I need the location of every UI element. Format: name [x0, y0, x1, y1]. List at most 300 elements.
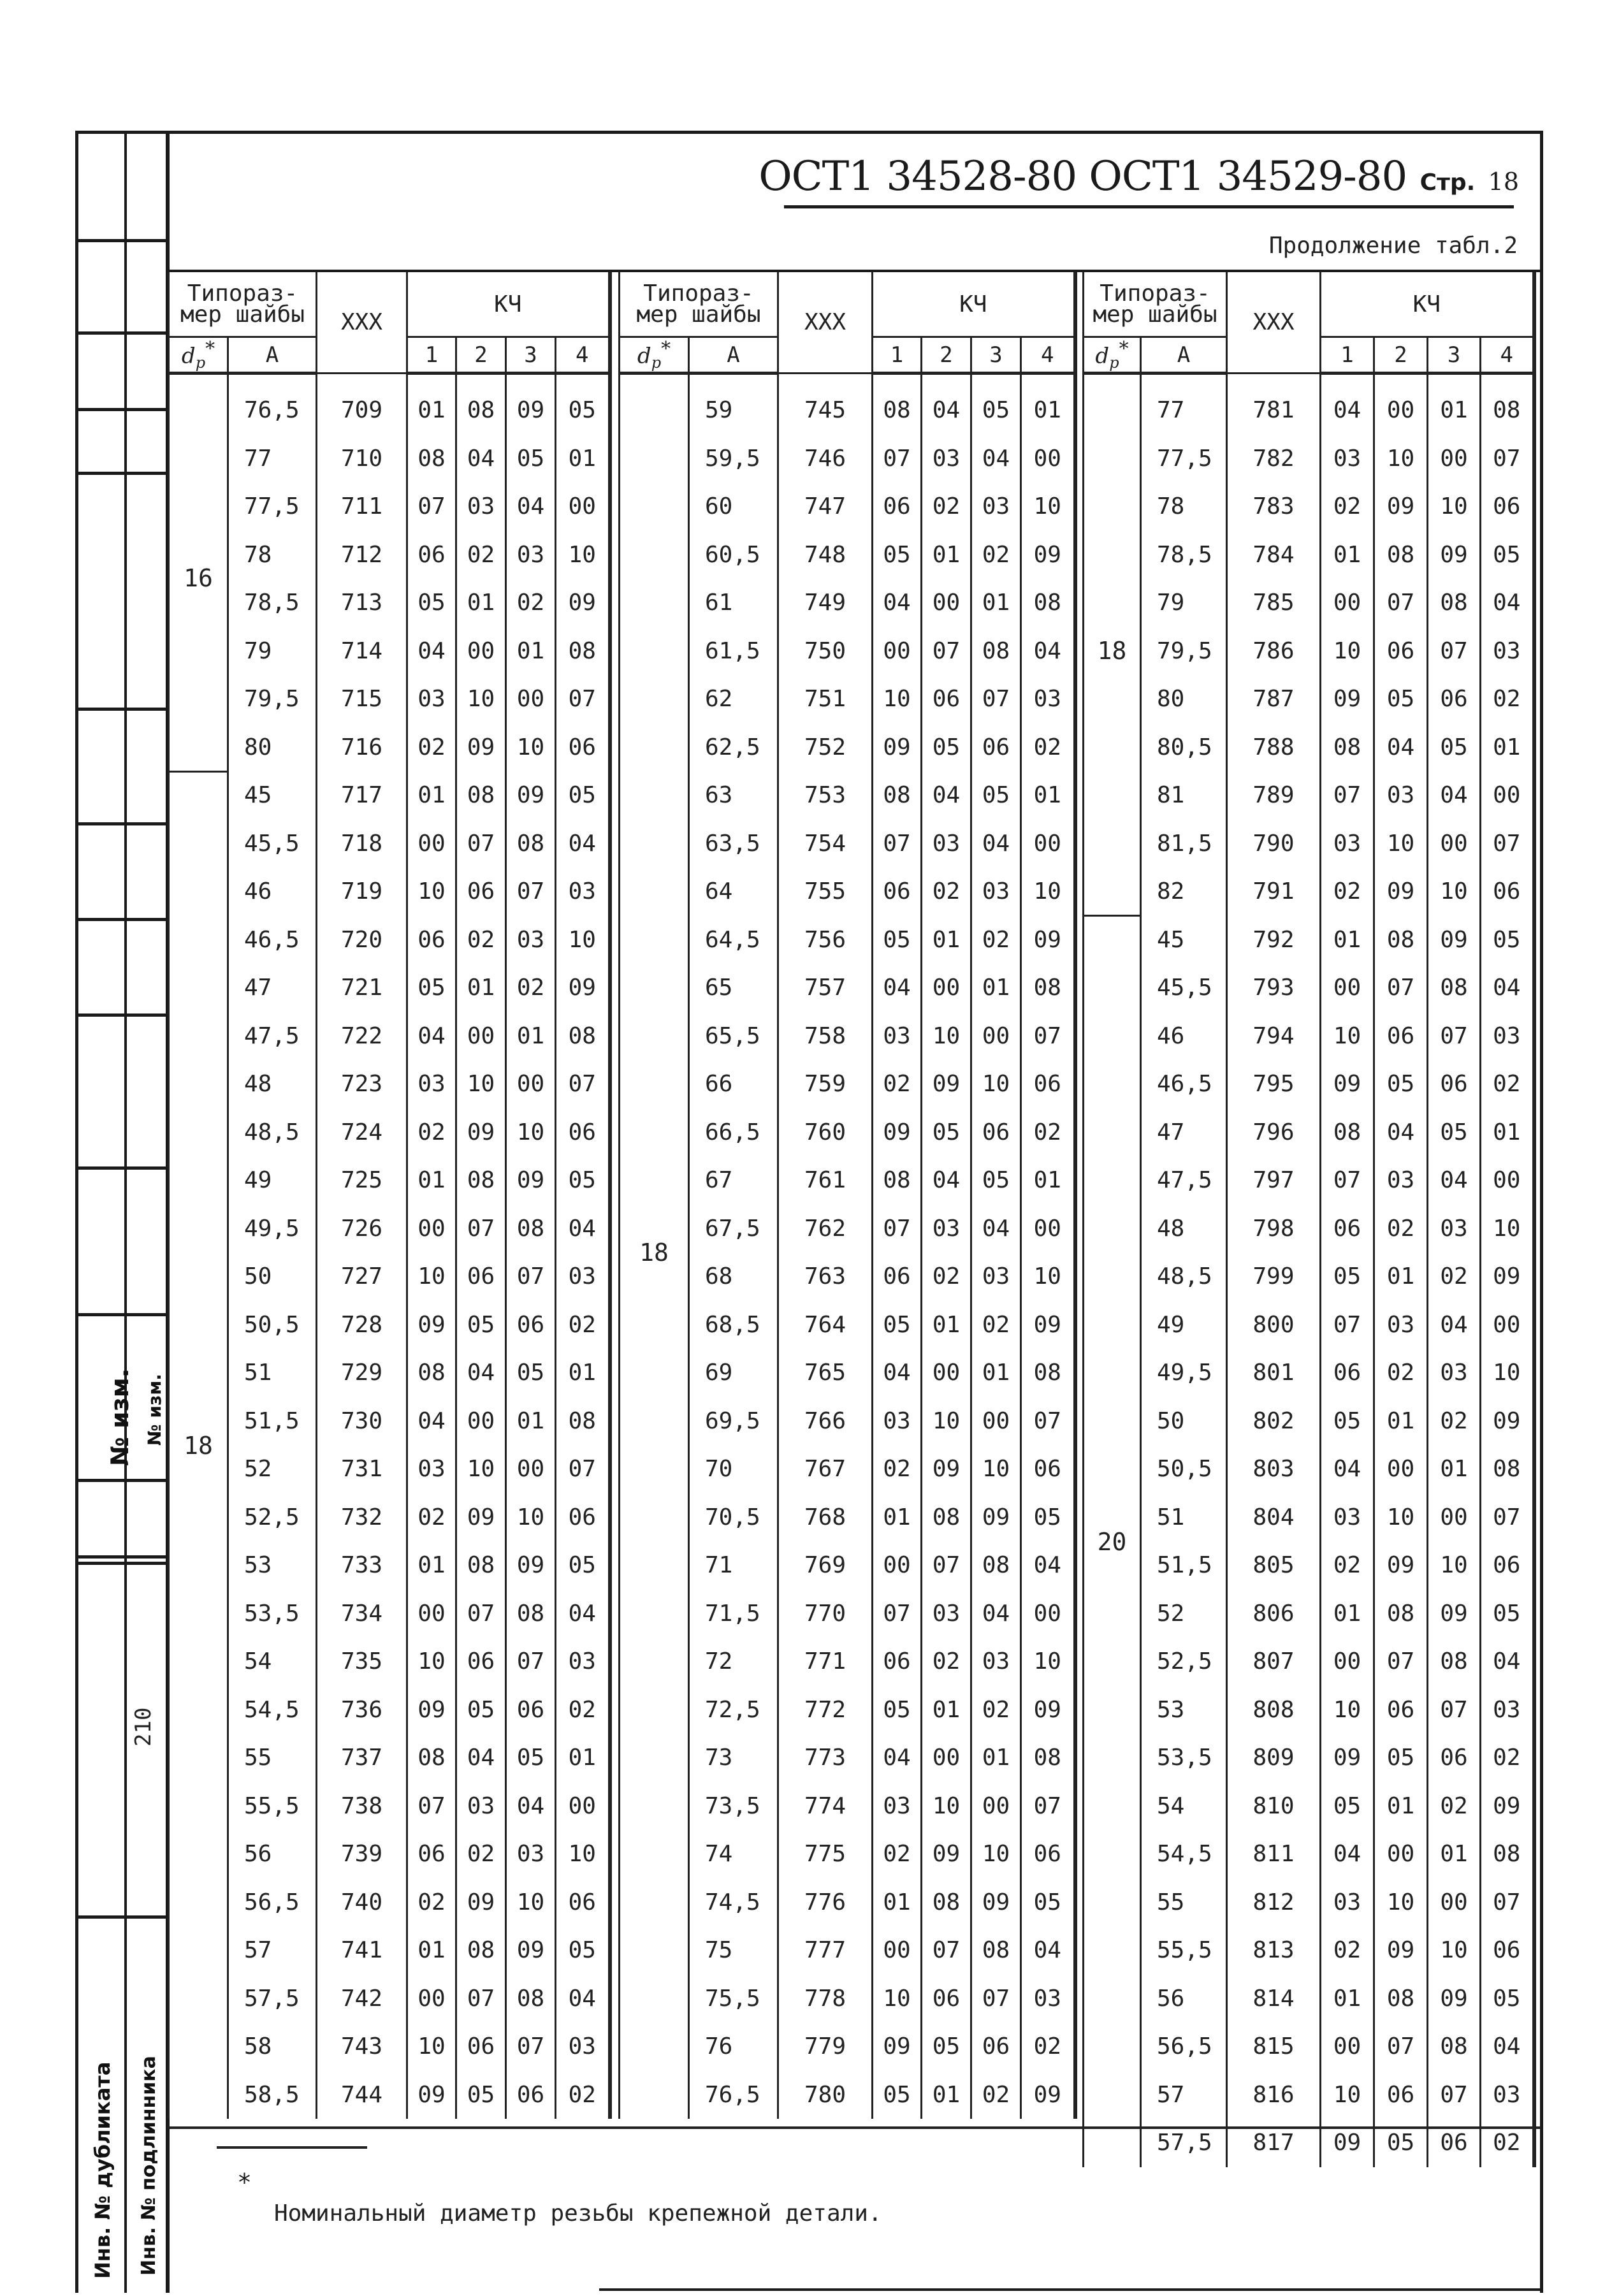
- cell-kch3: 02: [1428, 1397, 1481, 1446]
- cell-kch2: 05: [456, 1301, 506, 1349]
- size-group-cell: 18: [620, 374, 689, 2119]
- cell-kch4: 04: [1481, 964, 1534, 1012]
- cell-a: 57: [1141, 2071, 1227, 2119]
- cell-kch2: 01: [922, 531, 971, 579]
- cell-kch1: 03: [873, 1782, 922, 1831]
- cell-a: 53,5: [1141, 1734, 1227, 1782]
- cell-a: 52: [1141, 1590, 1227, 1638]
- cell-kch3: 04: [506, 483, 556, 531]
- cell-kch1: 02: [873, 1060, 922, 1108]
- cell-kch3: 02: [1428, 1253, 1481, 1301]
- cell-kch4: 00: [556, 483, 610, 531]
- cell-kch1: 10: [873, 1975, 922, 2023]
- cell-kch4: 09: [1481, 1782, 1534, 1831]
- cell-kch1: 08: [873, 1156, 922, 1205]
- cell-kch1: 01: [1321, 531, 1374, 579]
- cell-kch4: 05: [1481, 916, 1534, 964]
- cell-kch2: 02: [922, 1638, 971, 1686]
- cell-kch1: 03: [407, 1060, 456, 1108]
- cell-xxx: 745: [778, 374, 873, 435]
- cell-kch4: 01: [556, 1734, 610, 1782]
- cell-kch1: 00: [873, 1541, 922, 1590]
- cell-xxx: 757: [778, 964, 873, 1012]
- cell-xxx: 779: [778, 2023, 873, 2071]
- cell-kch1: 04: [873, 1734, 922, 1782]
- cell-kch1: 02: [1321, 1926, 1374, 1975]
- cell-xxx: 807: [1227, 1638, 1321, 1686]
- cell-kch4: 05: [1481, 1975, 1534, 2023]
- table-row: [169, 1445, 610, 1493]
- cell-xxx: 771: [778, 1638, 873, 1686]
- cell-xxx: 796: [1227, 1108, 1321, 1157]
- cell-kch1: 03: [1321, 435, 1374, 483]
- cell-kch1: 01: [873, 1493, 922, 1542]
- cell-kch1: 00: [873, 627, 922, 676]
- header-size-line1: Типораз-: [1100, 280, 1210, 307]
- cell-kch4: 10: [1021, 1253, 1075, 1301]
- cell-kch4: 05: [1481, 1590, 1534, 1638]
- cell-kch4: 07: [1021, 1012, 1075, 1061]
- cell-xxx: 736: [317, 1686, 407, 1734]
- cell-kch4: 02: [1021, 2023, 1075, 2071]
- cell-kch2: 01: [1374, 1782, 1428, 1831]
- cell-kch2: 05: [922, 723, 971, 772]
- cell-kch4: 04: [556, 820, 610, 868]
- cell-kch3: 09: [1428, 531, 1481, 579]
- cell-kch4: 03: [1481, 627, 1534, 676]
- cell-kch3: 05: [506, 1734, 556, 1782]
- cell-kch2: 02: [456, 531, 506, 579]
- cell-kch2: 06: [456, 2023, 506, 2071]
- cell-kch3: 09: [1428, 916, 1481, 964]
- cell-a: 46,5: [228, 916, 317, 964]
- table-row: [169, 483, 610, 531]
- cell-kch2: 10: [1374, 435, 1428, 483]
- cell-kch1: 02: [407, 723, 456, 772]
- cell-kch4: 10: [556, 1830, 610, 1878]
- cell-a: 45: [1141, 916, 1227, 964]
- cell-kch4: 02: [556, 2071, 610, 2119]
- cell-xxx: 806: [1227, 1590, 1321, 1638]
- cell-kch2: 08: [456, 1926, 506, 1975]
- cell-kch3: 02: [971, 2071, 1021, 2119]
- header-xxx: XXX: [778, 272, 873, 374]
- cell-kch1: 01: [1321, 1590, 1374, 1638]
- frame-top-border: [75, 131, 1543, 134]
- table-row: [1084, 1060, 1534, 1108]
- cell-kch1: 09: [873, 1108, 922, 1157]
- cell-a: 57: [228, 1926, 317, 1975]
- cell-kch2: 01: [456, 579, 506, 627]
- cell-a: 61,5: [689, 627, 778, 676]
- table-row: [1084, 1975, 1534, 2023]
- side-number: 210: [131, 1707, 156, 1747]
- cell-xxx: 767: [778, 1445, 873, 1493]
- cell-kch1: 05: [873, 531, 922, 579]
- cell-kch1: 06: [873, 483, 922, 531]
- cell-xxx: 728: [317, 1301, 407, 1349]
- cell-kch1: 06: [407, 531, 456, 579]
- cell-kch1: 05: [873, 1301, 922, 1349]
- header-a: A: [228, 337, 317, 374]
- cell-xxx: 740: [317, 1878, 407, 1927]
- cell-kch2: 07: [922, 627, 971, 676]
- cell-kch2: 10: [456, 1445, 506, 1493]
- cell-kch3: 08: [1428, 964, 1481, 1012]
- cell-xxx: 731: [317, 1445, 407, 1493]
- header-kch-1: 1: [1321, 337, 1374, 374]
- size-group-cell: 18: [1084, 374, 1141, 916]
- cell-a: 60,5: [689, 531, 778, 579]
- cell-kch3: 03: [971, 1253, 1021, 1301]
- cell-a: 56: [1141, 1975, 1227, 2023]
- cell-kch2: 05: [1374, 1060, 1428, 1108]
- cell-kch2: 00: [922, 579, 971, 627]
- cell-a: 72: [689, 1638, 778, 1686]
- cell-kch2: 03: [922, 1590, 971, 1638]
- table-row: [169, 1975, 610, 2023]
- cell-a: 59,5: [689, 435, 778, 483]
- cell-xxx: 799: [1227, 1253, 1321, 1301]
- cell-kch3: 04: [971, 1590, 1021, 1638]
- cell-kch1: 02: [873, 1445, 922, 1493]
- cell-a: 80: [228, 723, 317, 772]
- cell-kch4: 06: [1481, 1541, 1534, 1590]
- cell-xxx: 739: [317, 1830, 407, 1878]
- table-row: [1084, 964, 1534, 1012]
- cell-xxx: 760: [778, 1108, 873, 1157]
- cell-a: 54,5: [228, 1686, 317, 1734]
- cell-kch1: 06: [1321, 1349, 1374, 1397]
- cell-kch4: 10: [1021, 1638, 1075, 1686]
- cell-a: 79: [1141, 579, 1227, 627]
- cell-kch3: 08: [1428, 2023, 1481, 2071]
- cell-kch2: 09: [1374, 868, 1428, 916]
- cell-kch4: 04: [1481, 2023, 1534, 2071]
- cell-kch2: 04: [922, 374, 971, 435]
- cell-kch2: 00: [456, 1397, 506, 1446]
- cell-kch1: 00: [1321, 2023, 1374, 2071]
- cell-kch4: 10: [556, 916, 610, 964]
- data-table-block-3: [1082, 272, 1536, 2167]
- cell-kch3: 00: [506, 1060, 556, 1108]
- header-kch-4: 4: [1481, 337, 1534, 374]
- cell-kch4: 03: [556, 1638, 610, 1686]
- cell-kch2: 05: [456, 1686, 506, 1734]
- cell-kch1: 07: [1321, 771, 1374, 820]
- cell-a: 53: [1141, 1686, 1227, 1734]
- cell-a: 64: [689, 868, 778, 916]
- cell-xxx: 802: [1227, 1397, 1321, 1446]
- cell-kch1: 05: [407, 964, 456, 1012]
- cell-kch2: 06: [1374, 1686, 1428, 1734]
- cell-kch3: 01: [971, 964, 1021, 1012]
- cell-a: 52,5: [228, 1493, 317, 1542]
- cell-xxx: 815: [1227, 2023, 1321, 2071]
- cell-a: 72,5: [689, 1686, 778, 1734]
- size-group-cell: 20: [1084, 916, 1141, 2167]
- cell-kch2: 08: [456, 771, 506, 820]
- table-row: [1084, 2023, 1534, 2071]
- cell-kch4: 08: [556, 1012, 610, 1061]
- cell-kch2: 04: [922, 1156, 971, 1205]
- table-row: [169, 1830, 610, 1878]
- cell-kch4: 03: [1021, 675, 1075, 723]
- cell-kch2: 10: [1374, 820, 1428, 868]
- cell-kch2: 00: [922, 1734, 971, 1782]
- table-row: [169, 531, 610, 579]
- cell-kch2: 09: [456, 1878, 506, 1927]
- header-dp-subscript: p: [195, 354, 206, 372]
- table-row: [169, 627, 610, 676]
- cell-xxx: 723: [317, 1060, 407, 1108]
- cell-kch4: 00: [1021, 435, 1075, 483]
- cell-kch1: 05: [873, 916, 922, 964]
- cell-xxx: 811: [1227, 1830, 1321, 1878]
- cell-kch4: 08: [1021, 1349, 1075, 1397]
- cell-kch4: 07: [1021, 1782, 1075, 1831]
- side-stamp-divider: [76, 239, 167, 242]
- table-row: [1084, 771, 1534, 820]
- cell-a: 79,5: [228, 675, 317, 723]
- cell-kch2: 00: [1374, 1445, 1428, 1493]
- cell-kch1: 06: [873, 1638, 922, 1686]
- cell-kch4: 05: [556, 1541, 610, 1590]
- cell-kch2: 07: [1374, 964, 1428, 1012]
- cell-xxx: 789: [1227, 771, 1321, 820]
- cell-kch3: 07: [1428, 627, 1481, 676]
- side-podlinnik-label: Инв. № подлинника: [138, 2056, 160, 2276]
- cell-kch1: 05: [873, 2071, 922, 2119]
- page-label: Стр.: [1420, 170, 1476, 196]
- header-dp: [169, 337, 228, 374]
- cell-kch3: 09: [971, 1878, 1021, 1927]
- cell-xxx: 768: [778, 1493, 873, 1542]
- side-stamp-divider: [76, 822, 167, 825]
- cell-kch1: 02: [407, 1878, 456, 1927]
- table-row: [1084, 1301, 1534, 1349]
- cell-kch1: 10: [873, 675, 922, 723]
- cell-a: 45,5: [228, 820, 317, 868]
- cell-a: 53,5: [228, 1590, 317, 1638]
- cell-kch2: 05: [922, 1108, 971, 1157]
- cell-kch2: 01: [922, 2071, 971, 2119]
- header-kch: КЧ: [1321, 272, 1534, 337]
- cell-kch3: 08: [506, 820, 556, 868]
- cell-kch1: 01: [407, 1926, 456, 1975]
- cell-kch3: 02: [971, 1686, 1021, 1734]
- cell-kch2: 07: [456, 820, 506, 868]
- cell-kch4: 04: [1481, 579, 1534, 627]
- table-row: [169, 1156, 610, 1205]
- cell-xxx: 812: [1227, 1878, 1321, 1927]
- table-row: [1084, 435, 1534, 483]
- cell-kch1: 08: [407, 1734, 456, 1782]
- cell-a: 66: [689, 1060, 778, 1108]
- cell-xxx: 719: [317, 868, 407, 916]
- cell-kch4: 00: [1021, 1205, 1075, 1253]
- cell-kch3: 01: [1428, 1445, 1481, 1493]
- cell-xxx: 761: [778, 1156, 873, 1205]
- cell-kch1: 07: [873, 1205, 922, 1253]
- cell-kch2: 08: [922, 1493, 971, 1542]
- cell-xxx: 794: [1227, 1012, 1321, 1061]
- cell-kch1: 01: [1321, 916, 1374, 964]
- cell-kch1: 08: [407, 435, 456, 483]
- cell-kch2: 07: [922, 1541, 971, 1590]
- table-row: [1084, 1349, 1534, 1397]
- cell-xxx: 764: [778, 1301, 873, 1349]
- cell-kch4: 05: [556, 1156, 610, 1205]
- cell-kch1: 10: [1321, 627, 1374, 676]
- cell-kch4: 02: [1481, 1734, 1534, 1782]
- side-stamp-divider: [76, 1014, 167, 1017]
- cell-kch1: 07: [873, 820, 922, 868]
- cell-kch4: 03: [1021, 1975, 1075, 2023]
- table-row: [1084, 1638, 1534, 1686]
- table-row: [1084, 1541, 1534, 1590]
- cell-xxx: 741: [317, 1926, 407, 1975]
- cell-a: 59: [689, 374, 778, 435]
- cell-kch4: 00: [1481, 1156, 1534, 1205]
- cell-a: 62: [689, 675, 778, 723]
- cell-kch1: 05: [873, 1686, 922, 1734]
- cell-kch2: 00: [1374, 374, 1428, 435]
- cell-kch1: 04: [407, 1012, 456, 1061]
- cell-kch2: 07: [1374, 579, 1428, 627]
- cell-xxx: 715: [317, 675, 407, 723]
- cell-kch3: 07: [506, 1253, 556, 1301]
- cell-xxx: 816: [1227, 2071, 1321, 2119]
- cell-kch4: 07: [1481, 1493, 1534, 1542]
- cell-xxx: 814: [1227, 1975, 1321, 2023]
- table-row: [1084, 1686, 1534, 1734]
- table-row: [1084, 1493, 1534, 1542]
- table-row: [169, 1686, 610, 1734]
- cell-kch3: 10: [1428, 1541, 1481, 1590]
- cell-kch4: 04: [1021, 627, 1075, 676]
- cell-a: 48: [1141, 1205, 1227, 1253]
- header-kch-1: 1: [873, 337, 922, 374]
- table-row: [1084, 2071, 1534, 2119]
- cell-kch2: 10: [1374, 1878, 1428, 1927]
- cell-kch3: 04: [971, 820, 1021, 868]
- cell-xxx: 798: [1227, 1205, 1321, 1253]
- cell-kch1: 08: [873, 374, 922, 435]
- cell-xxx: 738: [317, 1782, 407, 1831]
- side-stamp-divider: [76, 1479, 167, 1482]
- cell-kch1: 07: [1321, 1301, 1374, 1349]
- cell-kch3: 07: [506, 868, 556, 916]
- cell-kch2: 07: [922, 1926, 971, 1975]
- cell-kch4: 10: [1021, 868, 1075, 916]
- cell-kch4: 08: [1481, 1445, 1534, 1493]
- table-row: [169, 1301, 610, 1349]
- cell-kch2: 08: [922, 1878, 971, 1927]
- cell-kch1: 08: [1321, 1108, 1374, 1157]
- cell-kch4: 09: [556, 964, 610, 1012]
- cell-kch4: 02: [1481, 1060, 1534, 1108]
- cell-a: 68: [689, 1253, 778, 1301]
- cell-a: 46: [228, 868, 317, 916]
- cell-kch3: 10: [506, 723, 556, 772]
- cell-kch3: 06: [971, 1108, 1021, 1157]
- table-row: [169, 916, 610, 964]
- cell-kch3: 07: [1428, 1686, 1481, 1734]
- cell-kch2: 10: [456, 1060, 506, 1108]
- cell-kch4: 08: [1021, 579, 1075, 627]
- cell-kch4: 02: [556, 1301, 610, 1349]
- footnote-mark: *: [238, 2169, 251, 2197]
- cell-kch2: 01: [456, 964, 506, 1012]
- table-row: [1084, 1253, 1534, 1301]
- side-dublikat-label: Инв. № дубликата: [91, 2061, 115, 2279]
- header-size-line2: мер шайбы: [180, 302, 305, 328]
- cell-a: 48,5: [1141, 1253, 1227, 1301]
- cell-kch3: 06: [506, 1301, 556, 1349]
- cell-xxx: 756: [778, 916, 873, 964]
- cell-kch3: 04: [1428, 1156, 1481, 1205]
- frame-bottom-border: [599, 2288, 1543, 2291]
- table-row: [1084, 1012, 1534, 1061]
- cell-kch2: 06: [1374, 627, 1428, 676]
- cell-kch1: 03: [873, 1012, 922, 1061]
- cell-a: 65,5: [689, 1012, 778, 1061]
- table-row: [1084, 1108, 1534, 1157]
- cell-kch3: 03: [506, 916, 556, 964]
- cell-a: 75,5: [689, 1975, 778, 2023]
- cell-kch4: 08: [556, 627, 610, 676]
- cell-xxx: 808: [1227, 1686, 1321, 1734]
- table-row: [169, 723, 610, 772]
- cell-kch1: 05: [1321, 1253, 1374, 1301]
- table-row: [169, 771, 610, 820]
- cell-kch1: 09: [1321, 1734, 1374, 1782]
- cell-kch2: 07: [456, 1205, 506, 1253]
- cell-kch3: 03: [1428, 1205, 1481, 1253]
- cell-xxx: 762: [778, 1205, 873, 1253]
- table-row: [169, 1205, 610, 1253]
- cell-kch1: 04: [873, 579, 922, 627]
- table-row: [1084, 916, 1534, 964]
- cell-a: 58,5: [228, 2071, 317, 2119]
- cell-xxx: 775: [778, 1830, 873, 1878]
- cell-kch4: 04: [556, 1205, 610, 1253]
- cell-kch3: 09: [1428, 1975, 1481, 2023]
- cell-kch3: 09: [506, 1156, 556, 1205]
- cell-a: 66,5: [689, 1108, 778, 1157]
- cell-kch4: 04: [1021, 1541, 1075, 1590]
- cell-kch1: 09: [407, 1686, 456, 1734]
- cell-xxx: 718: [317, 820, 407, 868]
- table-row: [1084, 531, 1534, 579]
- cell-a: 55,5: [228, 1782, 317, 1831]
- header-kch-1: 1: [407, 337, 456, 374]
- cell-kch1: 01: [407, 1541, 456, 1590]
- cell-xxx: 795: [1227, 1060, 1321, 1108]
- frame-left-border: [75, 131, 78, 2293]
- table-row: [169, 1397, 610, 1446]
- cell-kch4: 10: [1021, 483, 1075, 531]
- cell-kch2: 08: [1374, 1975, 1428, 2023]
- cell-kch3: 02: [506, 579, 556, 627]
- cell-a: 78: [1141, 483, 1227, 531]
- table-bottom-rule: [168, 2126, 1541, 2129]
- cell-xxx: 759: [778, 1060, 873, 1108]
- cell-a: 67: [689, 1156, 778, 1205]
- cell-xxx: 730: [317, 1397, 407, 1446]
- table-row: [1084, 820, 1534, 868]
